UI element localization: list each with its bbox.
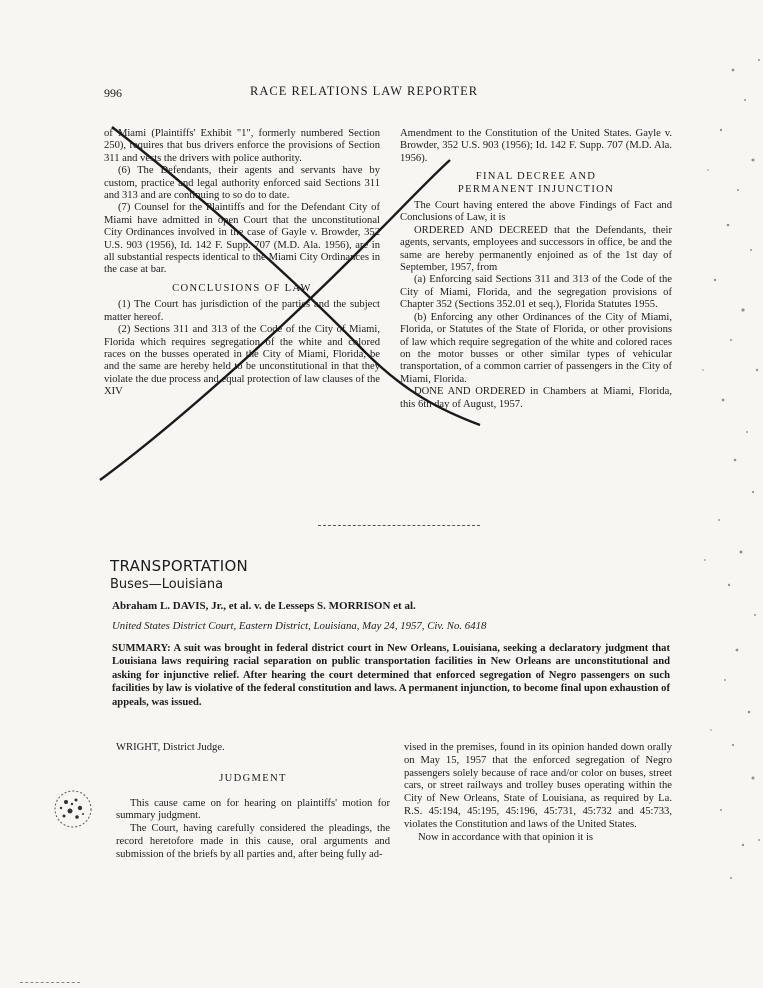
paragraph: vised in the premises, found in its opinion handed down orally on May 15, 1957 that the enforced segregation of Negro passengers solely because of race and/or color on buses, street cars, or street railways and trolley buses operating within the City of New Orleans, State of Louisiana, as required by La. R.S. 45:194, 45:195, 45:196, 45:731, 45:732 and 45:733, violates the Constitution and laws of the United States. (404, 742, 672, 830)
paragraph: of Miami (Plaintiffs' Exhibit "1", formerly numbered Section 250), requires that bus drivers enforce the provisions of Section 311 and vests the drivers with police authority. (104, 128, 380, 164)
upper-right-column (400, 128, 672, 498)
section-divider (318, 525, 480, 526)
injunction-heading: PERMANENT INJUNCTION (457, 183, 615, 195)
case-title: Abraham L. DAVIS, Jr., et al. v. de Lesseps S. MORRISON et al. (112, 600, 416, 612)
paragraph: (2) Sections 311 and 313 of the Code of the City of Miami, Florida which requires segregation of the white and colored races on the busses operated in the City of Miami, Florida, be and the same are hereby held to be unconstitutional in that they violate the due process and equal protection of law clauses of the XIV (104, 324, 380, 398)
paragraph: ORDERED AND DECREED that the Defendants, their agents, servants, employees and successors in office, be and the same are hereby permanently enjoined as of the 1st day of September, 1957, from (400, 224, 672, 274)
judge-name: WRIGHT, District Judge. (116, 742, 225, 753)
paragraph: The Court, having carefully considered the pleadings, the record heretofore made in this cause, oral arguments and submission of the briefs by all parties and, after being fully ad- (116, 823, 390, 860)
running-header: RACE RELATIONS LAW REPORTER (250, 84, 479, 98)
court-line: United States District Court, Eastern District, Louisiana, May 24, 1957, Civ. No. 6418 (112, 620, 487, 632)
lower-left-column (116, 742, 390, 862)
paragraph: The Court having entered the above Findings of Fact and Conclusions of Law, it is (400, 200, 672, 224)
paragraph: DONE AND ORDERED in Chambers at Miami, Florida, this 6th day of August, 1957. (400, 386, 672, 410)
bottom-edge-mark (20, 982, 80, 983)
conclusions-heading: CONCLUSIONS OF LAW (172, 282, 312, 294)
ink-blot-icon (50, 786, 96, 832)
judgment-heading: JUDGMENT (219, 772, 287, 784)
page-number: 996 (104, 86, 122, 100)
paragraph: Amendment to the Constitution of the United States. Gayle v. Browder, 352 U.S. 903 (1956); Id. 142 F. Supp. 707 (M.D. Ala. 1956). (400, 128, 672, 164)
paragraph: (7) Counsel for the Plaintiffs and for the Defendant City of Miami have admitted in open Court that the unconstitutional City Ordinances involved in the case of Gayle v. Browder, 352 U.S. 903 (1956), Id. 142 F. Supp. 707 (M.D. Ala. 1956), are in all substantial respects identical to the Miami City Ordinances in the case at bar. (104, 202, 380, 276)
section-subheading: Buses—Louisiana (110, 577, 224, 592)
paragraph: (b) Enforcing any other Ordinances of the City of Miami, Florida, or Statutes of the State of Florida, or other provisions of law which require segregation of the white and colored races on the motor busses or other similar types of vehicular transportation, of a common carrier of passengers in the City of Miami, Florida. (400, 311, 672, 385)
decree-heading: FINAL DECREE AND (475, 171, 597, 183)
lower-right-column (404, 742, 672, 844)
case-summary: SUMMARY: A suit was brought in federal district court in New Orleans, Louisiana, seeking a declaratory judgment that Louisiana laws requiring racial separation on public transportation facilities in New Orleans are unconstitutional and asking for injunctive relief. After hearing the court determined that enforced segregation of Negro passengers on such facilities by law is violative of the federal constitution and laws. A permanent injunction, to become final upon exhaustion of appeals, was issued. (112, 643, 670, 708)
paragraph: (a) Enforcing said Sections 311 and 313 of the Code of the City of Miami, Florida, and the segregation provisions of Chapter 352 (Sections 352.01 et seq.), Florida Statutes 1955. (400, 274, 672, 311)
paragraph: This cause came on for hearing on plaintiffs' motion for summary judgment. (116, 797, 390, 822)
paragraph: (6) The Defendants, their agents and servants have by custom, practice and legal authority enforced said Sections 311 and 313 and are continuing to so do to date. (104, 165, 380, 202)
paragraph: (1) The Court has jurisdiction of the parties and the subject matter hereof. (104, 299, 380, 323)
upper-left-column (104, 128, 380, 498)
section-heading: TRANSPORTATION (110, 557, 249, 575)
paragraph: Now in accordance with that opinion it is (418, 831, 594, 843)
